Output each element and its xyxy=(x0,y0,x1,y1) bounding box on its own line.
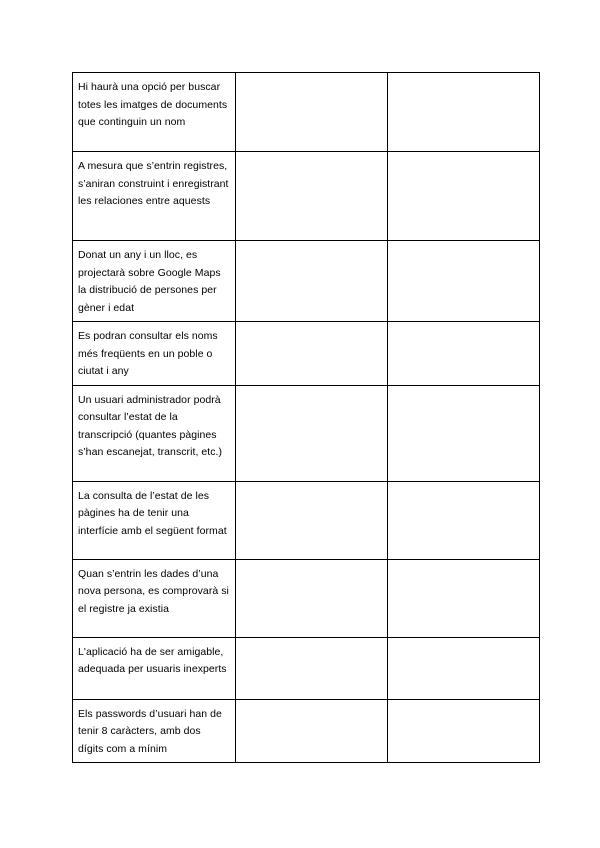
empty-cell xyxy=(388,559,540,637)
empty-cell xyxy=(236,559,388,637)
empty-cell xyxy=(236,73,388,152)
requirement-cell xyxy=(73,699,236,763)
requirement-text: Un usuari administrador podrà consultar l’estat de la transcripció (quantes pàgines s’han escanejat, transcrit, etc.) xyxy=(78,393,223,458)
requirements-table xyxy=(72,72,540,763)
requirement-cell xyxy=(73,637,236,699)
empty-cell xyxy=(236,322,388,386)
requirement-text: Els passwords d’usuari han de tenir 8 caràcters, amb dos dígits com a mínim xyxy=(78,707,222,755)
empty-cell xyxy=(388,322,540,386)
empty-cell xyxy=(236,637,388,699)
requirement-cell xyxy=(73,481,236,559)
table-row xyxy=(73,241,540,322)
empty-cell xyxy=(236,385,388,481)
empty-cell xyxy=(236,152,388,241)
empty-cell xyxy=(236,481,388,559)
requirement-text: Quan s’entrin les dades d’una nova persona, es comprovarà si el registre ja existia xyxy=(78,567,229,615)
requirement-cell xyxy=(73,73,236,152)
table-row xyxy=(73,73,540,152)
requirement-cell xyxy=(73,385,236,481)
requirement-text: Es podran consultar els noms més freqüents en un poble o ciutat i any xyxy=(78,330,218,377)
empty-cell xyxy=(236,699,388,763)
requirement-text: Hi haurà una opció per buscar totes les imatges de documents que continguin un nom xyxy=(78,81,228,128)
empty-cell xyxy=(388,481,540,559)
requirement-text: A mesura que s’entrin registres, s’aniran construint i enregistrant les relaciones entre aquests xyxy=(78,160,229,207)
empty-cell xyxy=(388,699,540,763)
requirement-cell xyxy=(73,559,236,637)
empty-cell xyxy=(388,385,540,481)
requirement-cell xyxy=(73,322,236,386)
empty-cell xyxy=(388,73,540,152)
empty-cell xyxy=(236,241,388,322)
table-row xyxy=(73,637,540,699)
requirement-text: L'aplicació ha de ser amigable, adequada per usuaris inexperts xyxy=(78,645,227,675)
requirement-cell xyxy=(73,241,236,322)
table-row xyxy=(73,559,540,637)
requirement-cell xyxy=(73,152,236,241)
table-row xyxy=(73,385,540,481)
table-row xyxy=(73,699,540,763)
empty-cell xyxy=(388,241,540,322)
requirement-text: La consulta de l’estat de les pàgines ha de tenir una interfície amb el següent format xyxy=(78,489,227,537)
requirement-text: Donat un any i un lloc, es projectarà sobre Google Maps la distribució de persones per gèner i edat xyxy=(78,249,221,314)
table-row xyxy=(73,481,540,559)
table-row xyxy=(73,152,540,241)
empty-cell xyxy=(388,637,540,699)
table-row xyxy=(73,322,540,386)
empty-cell xyxy=(388,152,540,241)
